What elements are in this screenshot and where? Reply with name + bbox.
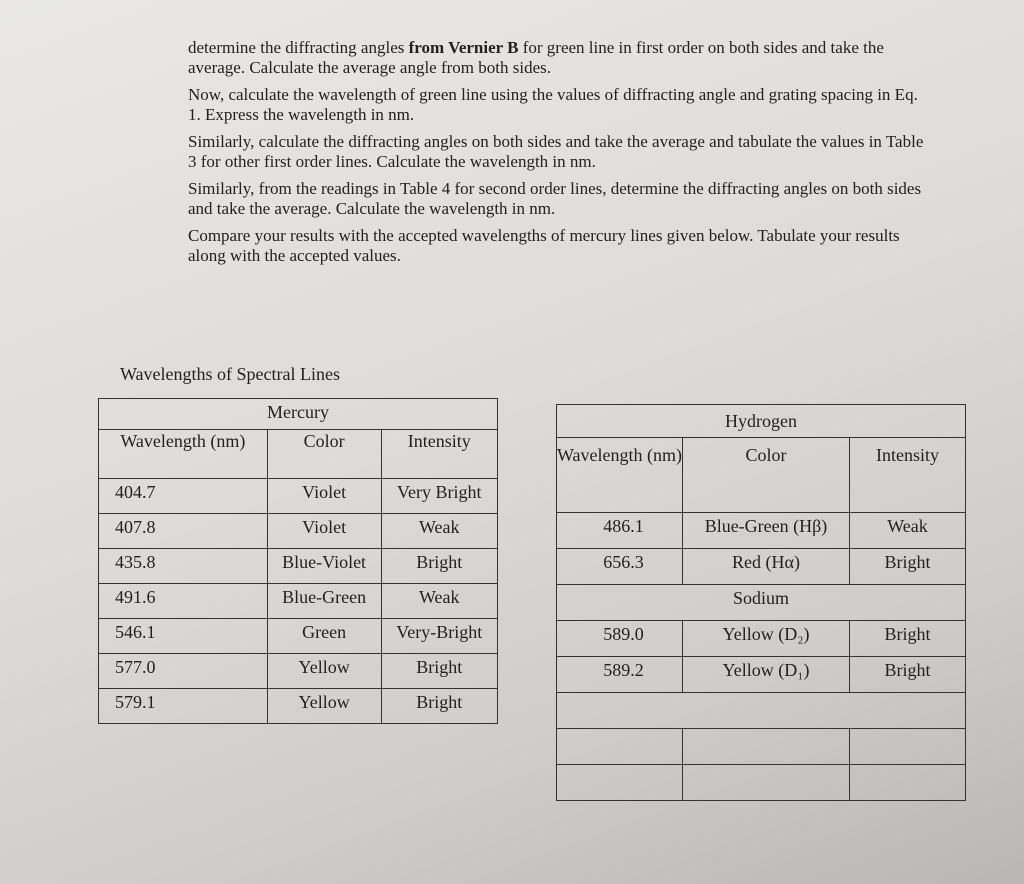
color-cell: Violet (267, 479, 381, 514)
mercury-header-wavelength: Wavelength (nm) (99, 430, 268, 479)
intensity-cell: Bright (850, 549, 966, 585)
wavelength-cell: 589.0 (557, 621, 683, 657)
wavelength-cell: 435.8 (99, 549, 268, 584)
table-row (99, 584, 498, 619)
color-cell: Blue-Green (Hβ) (683, 513, 850, 549)
intensity-cell: Bright (850, 621, 966, 657)
hydrogen-header-color: Color (683, 438, 850, 513)
intensity-cell: Weak (381, 584, 498, 619)
instruction-paragraph (188, 85, 933, 125)
color-cell: Red (Hα) (683, 549, 850, 585)
hydrogen-header-intensity: Intensity (850, 438, 966, 513)
paragraph-text: for green line in first order on both sides and take the average. Calculate the average angle from both sides. (188, 38, 884, 77)
wavelength-cell: 589.2 (557, 657, 683, 693)
table-row (99, 479, 498, 514)
empty-cell (683, 729, 850, 765)
hydrogen-header-wavelength: Wavelength (nm) (557, 438, 683, 513)
intensity-cell: Weak (381, 514, 498, 549)
wavelength-cell: 486.1 (557, 513, 683, 549)
intensity-cell: Very-Bright (381, 619, 498, 654)
table-caption: Wavelengths of Spectral Lines (120, 364, 340, 384)
intensity-cell: Very Bright (381, 479, 498, 514)
color-cell: Yellow (D₁) (683, 657, 850, 693)
hydrogen-table (556, 404, 966, 801)
color-cell: Blue-Green (267, 584, 381, 619)
table-row (99, 654, 498, 689)
instruction-paragraph (188, 38, 933, 78)
wavelength-cell: 546.1 (99, 619, 268, 654)
table-row (557, 549, 966, 585)
intensity-cell: Weak (850, 513, 966, 549)
color-cell: Green (267, 619, 381, 654)
table-row (99, 619, 498, 654)
empty-row (557, 765, 966, 801)
paragraph-text: Now, calculate the wavelength of green line using the values of diffracting angle and grating spacing in Eq. 1. Express the wavelength in nm. (188, 85, 918, 124)
mercury-header-color: Color (267, 430, 381, 479)
empty-cell (850, 729, 966, 765)
empty-cell (557, 765, 683, 801)
table-row (99, 549, 498, 584)
intensity-cell: Bright (381, 689, 498, 724)
empty-cell (850, 765, 966, 801)
mercury-title: Mercury (99, 399, 498, 430)
empty-row (557, 729, 966, 765)
instruction-paragraph (188, 179, 933, 219)
wavelength-cell: 656.3 (557, 549, 683, 585)
paragraph-text: Compare your results with the accepted wavelengths of mercury lines given below. Tabulate your results along with the accepted values. (188, 226, 900, 265)
wavelength-cell: 579.1 (99, 689, 268, 724)
wavelength-cell: 404.7 (99, 479, 268, 514)
table-row (557, 513, 966, 549)
bold-text: from Vernier B (408, 38, 519, 57)
mercury-header-intensity: Intensity (381, 430, 498, 479)
color-cell: Yellow (267, 689, 381, 724)
color-cell: Yellow (267, 654, 381, 689)
paragraph-text: Similarly, from the readings in Table 4 for second order lines, determine the diffracting angles on both sides and take the average. Calculate the wavelength in nm. (188, 179, 922, 218)
intensity-cell: Bright (381, 549, 498, 584)
table-row (557, 657, 966, 693)
color-cell: Blue-Violet (267, 549, 381, 584)
paragraph-text: determine the diffracting angles (188, 38, 409, 57)
instructions (188, 38, 933, 273)
empty-cell (557, 693, 966, 729)
color-cell: Yellow (D₂) (683, 621, 850, 657)
table-row (99, 514, 498, 549)
empty-cell (557, 729, 683, 765)
color-cell: Violet (267, 514, 381, 549)
wavelength-cell: 577.0 (99, 654, 268, 689)
instruction-paragraph (188, 226, 933, 266)
sodium-title: Sodium (557, 585, 966, 621)
empty-row (557, 693, 966, 729)
intensity-cell: Bright (381, 654, 498, 689)
mercury-table (98, 398, 498, 724)
paragraph-text: Similarly, calculate the diffracting angles on both sides and take the average and tabulate the values in Table 3 for other first order lines. Calculate the wavelength in nm. (188, 132, 924, 171)
instruction-paragraph (188, 132, 933, 172)
sodium-title-row (557, 585, 966, 621)
intensity-cell: Bright (850, 657, 966, 693)
table-row (557, 621, 966, 657)
empty-cell (683, 765, 850, 801)
wavelength-cell: 407.8 (99, 514, 268, 549)
wavelength-cell: 491.6 (99, 584, 268, 619)
hydrogen-title: Hydrogen (557, 405, 966, 438)
table-row (99, 689, 498, 724)
